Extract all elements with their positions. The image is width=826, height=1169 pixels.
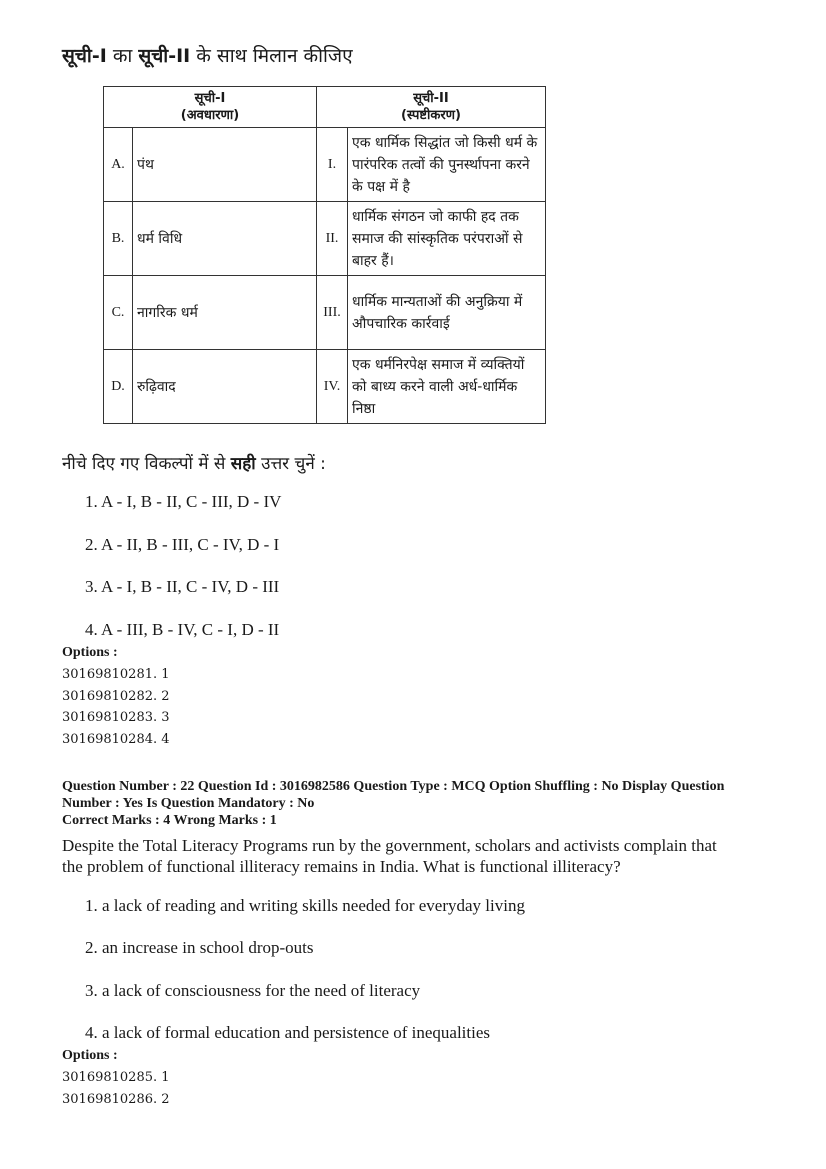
row-label: D. (104, 350, 133, 424)
options-label: Options : (62, 645, 118, 660)
answer-choice-3: 3. a lack of consciousness for the need of literacy (85, 981, 421, 1000)
explanation-label: IV. (317, 350, 348, 424)
concept-cell: धर्म विधि (133, 202, 317, 276)
option-code: 30169810282. 2 (62, 689, 170, 704)
heading-connector: का (106, 45, 139, 67)
question-text (62, 835, 802, 877)
list2-title: सूची-II (413, 91, 449, 106)
option-code: 30169810281. 1 (62, 667, 170, 682)
explanation-label: I. (317, 128, 348, 202)
list1-subtitle: (अवधारणा) (180, 108, 240, 123)
table-row (104, 202, 546, 276)
explanation-cell: एक धर्मनिरपेक्ष समाज में व्यक्तियों को बाध्य करने वाली अर्ध-धार्मिक निष्ठा (348, 350, 546, 424)
question-text-line2: the problem of functional illiteracy remains in India. What is functional illiteracy? (62, 857, 621, 876)
instruction-text (62, 451, 326, 474)
answer-choice-2: 2. an increase in school drop-outs (85, 938, 314, 957)
answer-choice-1: 1. A - I, B - II, C - III, D - IV (85, 492, 282, 511)
list2-subtitle: (स्पष्टीकरण) (401, 108, 461, 123)
instruction-part2: उत्तर चुनें : (255, 454, 326, 474)
options-label: Options : (62, 1048, 118, 1063)
answer-choice-2: 2. A - II, B - III, C - IV, D - I (85, 535, 280, 554)
explanation-cell: धार्मिक संगठन जो काफी हद तक समाज की सांस्कृतिक परंपराओं से बाहर हैं। (348, 202, 546, 276)
explanation-cell: धार्मिक मान्यताओं की अनुक्रिया में औपचारिक कार्रवाई (348, 276, 546, 350)
matching-table (103, 86, 546, 424)
answer-choice-3: 3. A - I, B - II, C - IV, D - III (85, 577, 280, 596)
question-meta-line2: Number : Yes Is Question Mandatory : No (62, 796, 315, 811)
list1-header (104, 87, 317, 128)
question-marks: Correct Marks : 4 Wrong Marks : 1 (62, 813, 277, 828)
question-heading (62, 42, 353, 68)
table-header-row (104, 87, 546, 128)
option-code: 30169810285. 1 (62, 1070, 170, 1085)
option-code: 30169810286. 2 (62, 1092, 170, 1107)
instruction-part1: नीचे दिए गए विकल्पों में से (62, 454, 231, 474)
concept-cell: रुढ़िवाद (133, 350, 317, 424)
explanation-label: III. (317, 276, 348, 350)
answer-choice-4: 4. a lack of formal education and persistence of inequalities (85, 1023, 491, 1042)
concept-cell: पंथ (133, 128, 317, 202)
row-label: B. (104, 202, 133, 276)
option-code: 30169810283. 3 (62, 710, 170, 725)
question-meta (62, 778, 802, 829)
table-row (104, 128, 546, 202)
answer-choice-4: 4. A - III, B - IV, C - I, D - II (85, 620, 280, 639)
list2-header (317, 87, 546, 128)
table-row (104, 350, 546, 424)
row-label: C. (104, 276, 133, 350)
table-row (104, 276, 546, 350)
explanation-label: II. (317, 202, 348, 276)
answer-choice-1: 1. a lack of reading and writing skills needed for everyday living (85, 896, 525, 915)
heading-rest: के साथ मिलान कीजिए (190, 45, 353, 67)
instruction-bold: सही (230, 454, 256, 474)
question-meta-line1: Question Number : 22 Question Id : 3016982586 Question Type : MCQ Option Shuffling : No Display Question (62, 779, 725, 794)
question-text-line1: Despite the Total Literacy Programs run by the government, scholars and activists complain that (62, 836, 717, 855)
explanation-cell: एक धार्मिक सिद्धांत जो किसी धर्म के पारंपरिक तत्वों की पुनर्स्थापना करने के पक्ष में है (348, 128, 546, 202)
heading-list2: सूची-II (138, 45, 191, 67)
concept-cell: नागरिक धर्म (133, 276, 317, 350)
row-label: A. (104, 128, 133, 202)
option-code: 30169810284. 4 (62, 732, 170, 747)
list1-title: सूची-I (194, 91, 226, 106)
heading-list1: सूची-I (62, 45, 107, 67)
